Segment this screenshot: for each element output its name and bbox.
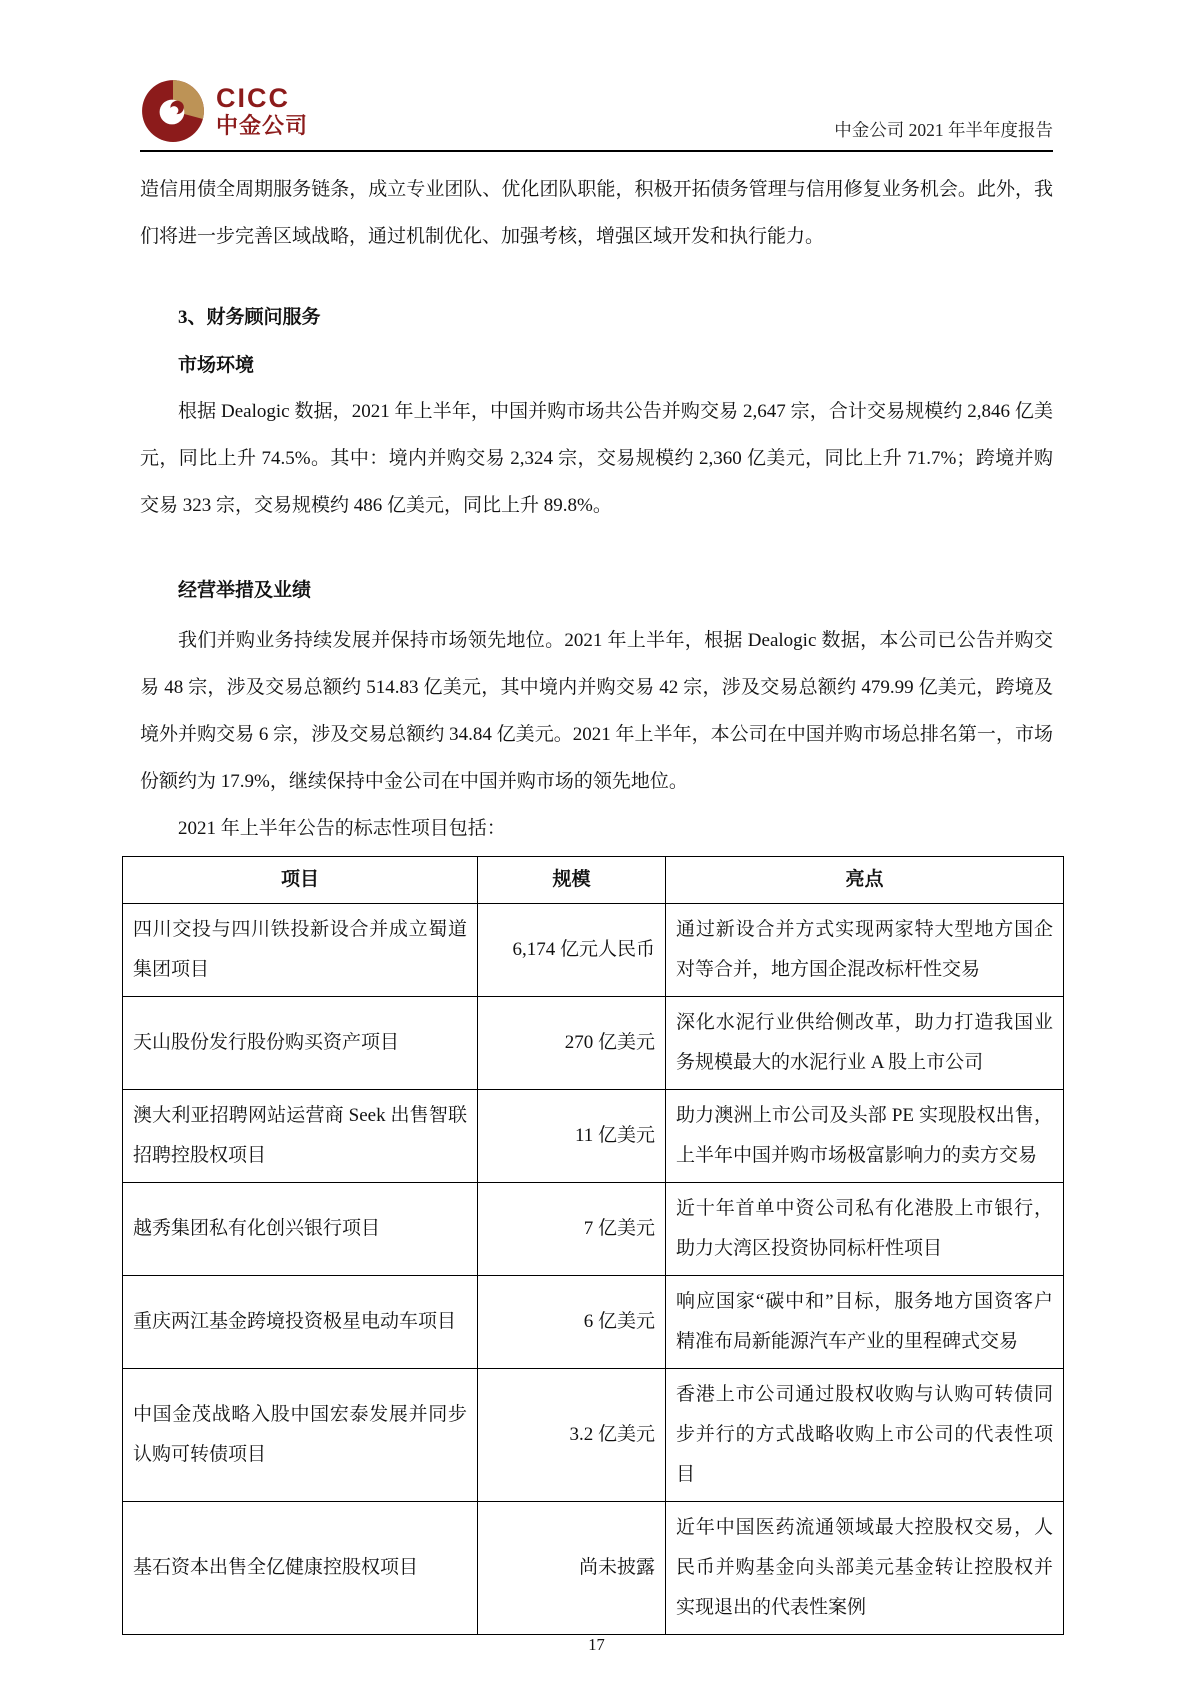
subheading-market-environment: 市场环境 xyxy=(178,355,255,376)
column-header-highlight: 亮点 xyxy=(666,857,1064,904)
table-body xyxy=(123,904,1064,1635)
section-heading-financial-advisory: 3、财务顾问服务 xyxy=(178,307,321,328)
table-row xyxy=(123,1369,1064,1502)
landmark-deals-table xyxy=(122,856,1064,1635)
cicc-logo-icon xyxy=(140,78,206,144)
operations-paragraph: 我们并购业务持续发展并保持市场领先地位。2021 年上半年，根据 Dealogic 数据，本公司已公告并购交易 48 宗，涉及交易总额约 514.83 亿美元，其中境内并购交易 42 宗，涉及交易总额约 479.99 亿美元，跨境及境外并购交易 6 宗，涉及交易总额约 34.84 亿美元。2021 年上半年，本公司在中国并购市场总排名第一，市场份额约为 17.9%，继续保持中金公司在中国并购市场的领先地位。 xyxy=(140,630,1053,792)
deal-scale-cell: 270 亿美元 xyxy=(478,997,666,1090)
deal-scale-cell: 3.2 亿美元 xyxy=(478,1369,666,1502)
column-header-project: 项目 xyxy=(123,857,478,904)
subheading-operations-results: 经营举措及业绩 xyxy=(178,580,312,601)
deal-highlight-cell: 近年中国医药流通领域最大控股权交易，人民币并购基金向头部美元基金转让控股权并实现退出的代表性案例 xyxy=(666,1502,1064,1635)
page-number: 17 xyxy=(588,1635,605,1654)
deal-highlight-cell: 香港上市公司通过股权收购与认购可转债同步并行的方式战略收购上市公司的代表性项目 xyxy=(666,1369,1064,1502)
report-title: 中金公司 2021 年半年度报告 xyxy=(834,120,1053,140)
table-row xyxy=(123,904,1064,997)
deal-scale-cell: 7 亿美元 xyxy=(478,1183,666,1276)
deal-highlight-cell: 深化水泥行业供给侧改革，助力打造我国业务规模最大的水泥行业 A 股上市公司 xyxy=(666,997,1064,1090)
deal-scale-cell: 6,174 亿元人民币 xyxy=(478,904,666,997)
market-environment-paragraph: 根据 Dealogic 数据，2021 年上半年，中国并购市场共公告并购交易 2,647 宗，合计交易规模约 2,846 亿美元，同比上升 74.5%。其中：境内并购交易 2,324 宗，交易规模约 2,360 亿美元，同比上升 71.7%；跨境并购交易 323 宗，交易规模约 486 亿美元，同比上升 89.8%。 xyxy=(140,401,1053,516)
table-header-row xyxy=(123,857,1064,904)
column-header-scale: 规模 xyxy=(478,857,666,904)
deal-scale-cell: 6 亿美元 xyxy=(478,1276,666,1369)
logo-cicc-chinese: 中金公司 xyxy=(216,113,309,138)
table-intro-line: 2021 年上半年公告的标志性项目包括： xyxy=(178,818,506,839)
table-row xyxy=(123,1183,1064,1276)
table-row xyxy=(123,1276,1064,1369)
cicc-logo xyxy=(140,78,308,144)
page-header xyxy=(140,78,1053,152)
deal-project-cell: 天山股份发行股份购买资产项目 xyxy=(123,997,478,1090)
report-content xyxy=(133,152,1053,1635)
deal-highlight-cell: 通过新设合并方式实现两家特大型地方国企对等合并，地方国企混改标杆性交易 xyxy=(666,904,1064,997)
cicc-logo-text xyxy=(216,85,308,137)
deal-highlight-cell: 近十年首单中资公司私有化港股上市银行，助力大湾区投资协同标杆性项目 xyxy=(666,1183,1064,1276)
logo-cicc-latin: CICC xyxy=(216,83,290,113)
deal-project-cell: 中国金茂战略入股中国宏泰发展并同步认购可转债项目 xyxy=(123,1369,478,1502)
deal-highlight-cell: 助力澳洲上市公司及头部 PE 实现股权出售，上半年中国并购市场极富影响力的卖方交易 xyxy=(666,1090,1064,1183)
deal-scale-cell: 11 亿美元 xyxy=(478,1090,666,1183)
deal-project-cell: 重庆两江基金跨境投资极星电动车项目 xyxy=(123,1276,478,1369)
table-row xyxy=(123,1502,1064,1635)
deal-project-cell: 越秀集团私有化创兴银行项目 xyxy=(123,1183,478,1276)
table-row xyxy=(123,1090,1064,1183)
deal-project-cell: 澳大利亚招聘网站运营商 Seek 出售智联招聘控股权项目 xyxy=(123,1090,478,1183)
deal-scale-cell: 尚未披露 xyxy=(478,1502,666,1635)
intro-paragraph: 造信用债全周期服务链条，成立专业团队、优化团队职能，积极开拓债务管理与信用修复业务机会。此外，我们将进一步完善区域战略，通过机制优化、加强考核，增强区域开发和执行能力。 xyxy=(140,179,1053,247)
table-row xyxy=(123,997,1064,1090)
page-footer xyxy=(140,1635,1053,1655)
deal-project-cell: 四川交投与四川铁投新设合并成立蜀道集团项目 xyxy=(123,904,478,997)
deal-highlight-cell: 响应国家“碳中和”目标，服务地方国资客户精准布局新能源汽车产业的里程碑式交易 xyxy=(666,1276,1064,1369)
deal-project-cell: 基石资本出售全亿健康控股权项目 xyxy=(123,1502,478,1635)
